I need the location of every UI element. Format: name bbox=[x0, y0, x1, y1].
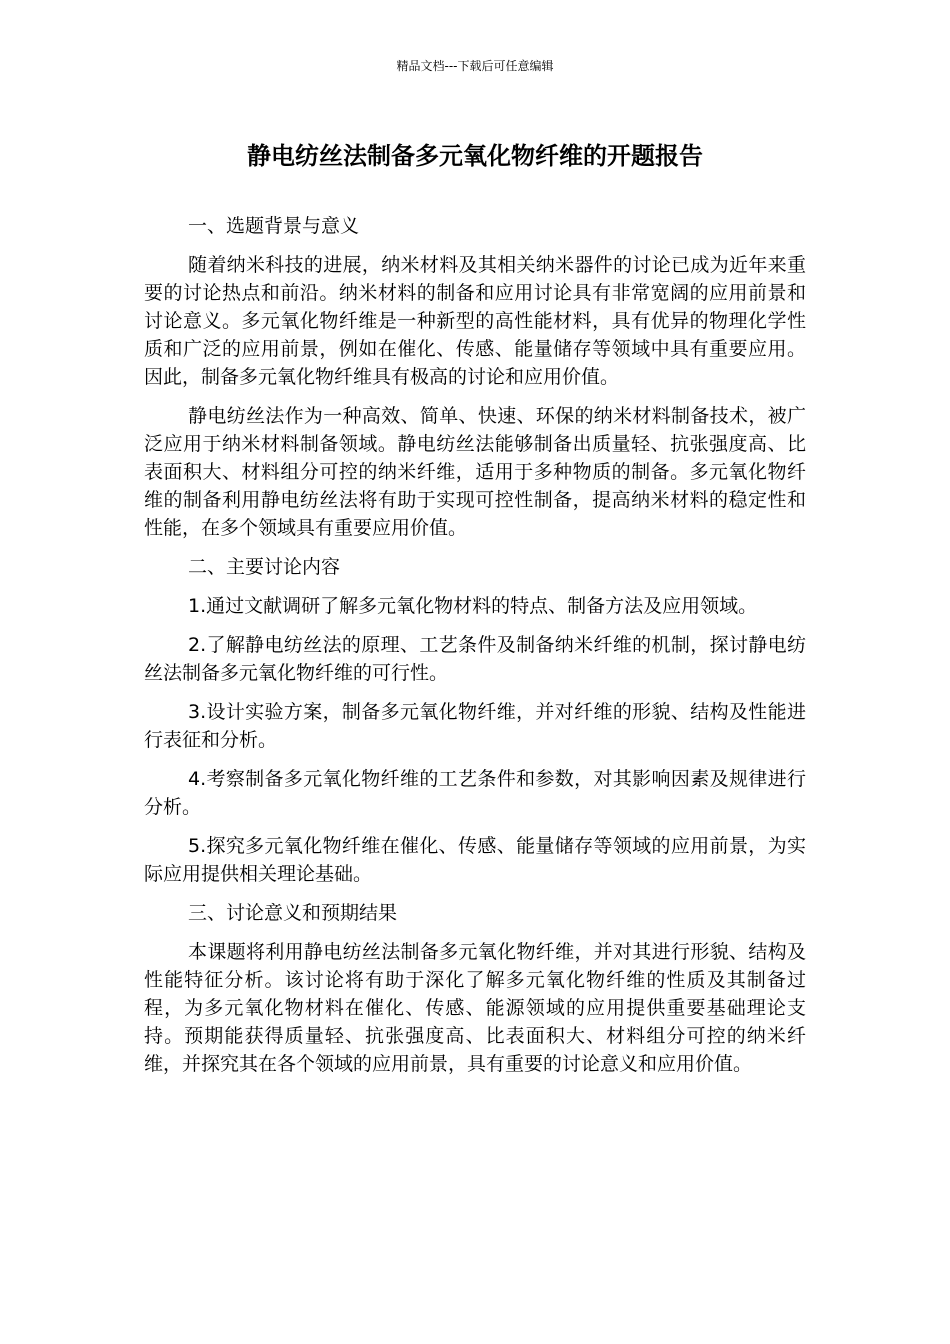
content-item-3: 3.设计实验方案，制备多元氧化物纤维，并对纤维的形貌、结构及性能进行表征和分析。 bbox=[144, 701, 806, 751]
document-body bbox=[144, 212, 806, 1089]
content-item-2: 2.了解静电纺丝法的原理、工艺条件及制备纳米纤维的机制，探讨静电纺丝法制备多元氧化物纤维的可行性。 bbox=[144, 634, 806, 684]
content-item-5: 5.探究多元氧化物纤维在催化、传感、能量储存等领域的应用前景，为实际应用提供相关理论基础。 bbox=[144, 835, 806, 885]
section-heading-content: 二、主要讨论内容 bbox=[188, 556, 341, 578]
content-item-4: 4.考察制备多元氧化物纤维的工艺条件和参数，对其影响因素及规律进行分析。 bbox=[144, 768, 806, 818]
background-paragraph-1: 随着纳米科技的进展，纳米材料及其相关纳米器件的讨论已成为近年来重要的讨论热点和前沿。纳米材料的制备和应用讨论具有非常宽阔的应用前景和讨论意义。多元氧化物纤维是一种新型的高性能材料，具有优异的物理化学性质和广泛的应用前景，例如在催化、传感、能量储存等领域中具有重要应用。因此，制备多元氧化物纤维具有极高的讨论和应用价值。 bbox=[144, 254, 806, 388]
document-title: 静电纺丝法制备多元氧化物纤维的开题报告 bbox=[247, 142, 703, 170]
section-heading-significance: 三、讨论意义和预期结果 bbox=[188, 902, 398, 924]
content-item-1: 1.通过文献调研了解多元氧化物材料的特点、制备方法及应用领域。 bbox=[188, 595, 758, 617]
header-watermark: 精品文档---下载后可任意编辑 bbox=[396, 59, 554, 73]
significance-paragraph-1: 本课题将利用静电纺丝法制备多元氧化物纤维，并对其进行形貌、结构及性能特征分析。该讨论将有助于深化了解多元氧化物纤维的性质及其制备过程，为多元氧化物材料在催化、传感、能源领域的应用提供重要基础理论支持。预期能获得质量轻、抗张强度高、比表面积大、材料组分可控的纳米纤维，并探究其在各个领域的应用前景，具有重要的讨论意义和应用价值。 bbox=[144, 941, 806, 1075]
background-paragraph-2: 静电纺丝法作为一种高效、简单、快速、环保的纳米材料制备技术，被广泛应用于纳米材料制备领域。静电纺丝法能够制备出质量轻、抗张强度高、比表面积大、材料组分可控的纳米纤维，适用于多种物质的制备。多元氧化物纤维的制备利用静电纺丝法将有助于实现可控性制备，提高纳米材料的稳定性和性能，在多个领域具有重要应用价值。 bbox=[144, 405, 806, 539]
section-heading-background: 一、选题背景与意义 bbox=[188, 215, 360, 237]
